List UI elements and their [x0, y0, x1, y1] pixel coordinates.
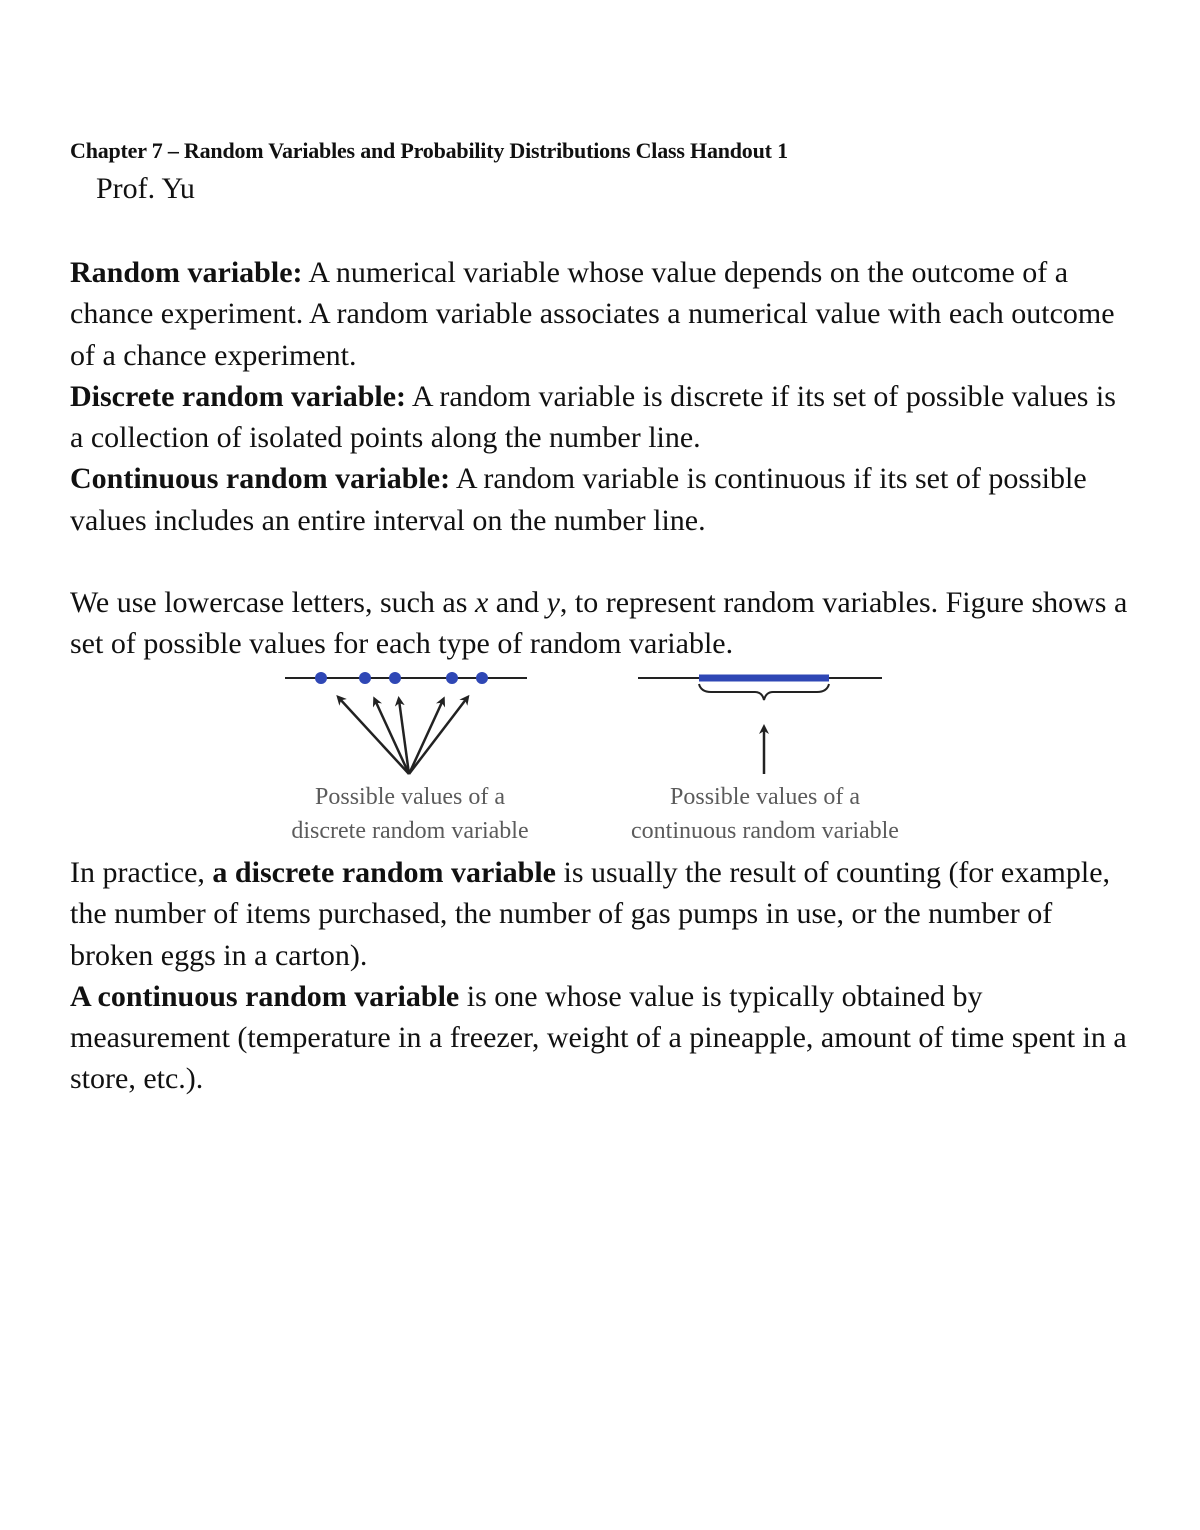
- discrete-point: [446, 672, 458, 684]
- author-name: Prof. Yu: [96, 172, 195, 205]
- term-continuous-emphasis: A continuous random variable: [70, 979, 460, 1013]
- term-continuous: Continuous random variable:: [70, 462, 451, 496]
- variable-y: y: [546, 586, 560, 619]
- practice-discrete-paragraph: [70, 852, 1130, 976]
- discrete-point: [359, 672, 371, 684]
- term-discrete: Discrete random variable:: [70, 379, 407, 413]
- page-title: Chapter 7 – Random Variables and Probability Distributions Class Handout 1: [70, 138, 788, 163]
- number-line-diagram: [255, 664, 945, 784]
- interval-brace: [699, 684, 829, 700]
- practice-continuous-paragraph: [70, 976, 1130, 1100]
- definition-random-variable: [70, 252, 1130, 376]
- caption-line: continuous random variable: [631, 818, 899, 844]
- caption-line: Possible values of a: [315, 784, 505, 810]
- definition-discrete: [70, 376, 1130, 459]
- variable-x: x: [474, 586, 489, 619]
- caption-line: discrete random variable: [291, 818, 529, 844]
- number-line-figure: [255, 664, 945, 852]
- practice-section: [70, 852, 1130, 1100]
- definition-continuous: [70, 458, 1130, 541]
- practice-text: is usually the result of counting (for example, the number of items purchased, the number of gas pumps in use, or the number of broken eggs in a carton).: [70, 856, 1111, 972]
- discrete-point: [315, 672, 327, 684]
- notation-text: and: [488, 586, 547, 619]
- notation-text: We use lowercase letters, such as: [70, 586, 475, 619]
- caption-line: Possible values of a: [670, 784, 860, 810]
- definitions-section: [70, 252, 1130, 541]
- discrete-caption: [255, 780, 565, 848]
- practice-text: is one whose value is typically obtained by measurement (temperature in a freezer, weight of a pineapple, amount of time spent in a store, etc.).: [70, 979, 1127, 1096]
- definition-text: A random variable is continuous if its set of possible values includes an entire interval on the number line.: [70, 462, 1087, 537]
- discrete-point: [476, 672, 488, 684]
- practice-text: In practice,: [70, 856, 213, 889]
- term-discrete-emphasis: a discrete random variable: [212, 856, 556, 889]
- discrete-point: [389, 672, 401, 684]
- term-random-variable: Random variable:: [70, 256, 303, 289]
- definition-text: A random variable is discrete if its set of possible values is a collection of isolated points along the number line.: [70, 379, 1116, 455]
- definition-text: A numerical variable whose value depends on the outcome of a chance experiment. A random variable associates a numerical value with each outcome of a chance experiment.: [70, 256, 1115, 372]
- continuous-caption: [595, 780, 935, 848]
- notation-paragraph: [70, 582, 1130, 665]
- discrete-arrow: [339, 698, 409, 774]
- notation-text: , to represent random variables. Figure shows a set of possible values for each type of random variable.: [70, 586, 1128, 661]
